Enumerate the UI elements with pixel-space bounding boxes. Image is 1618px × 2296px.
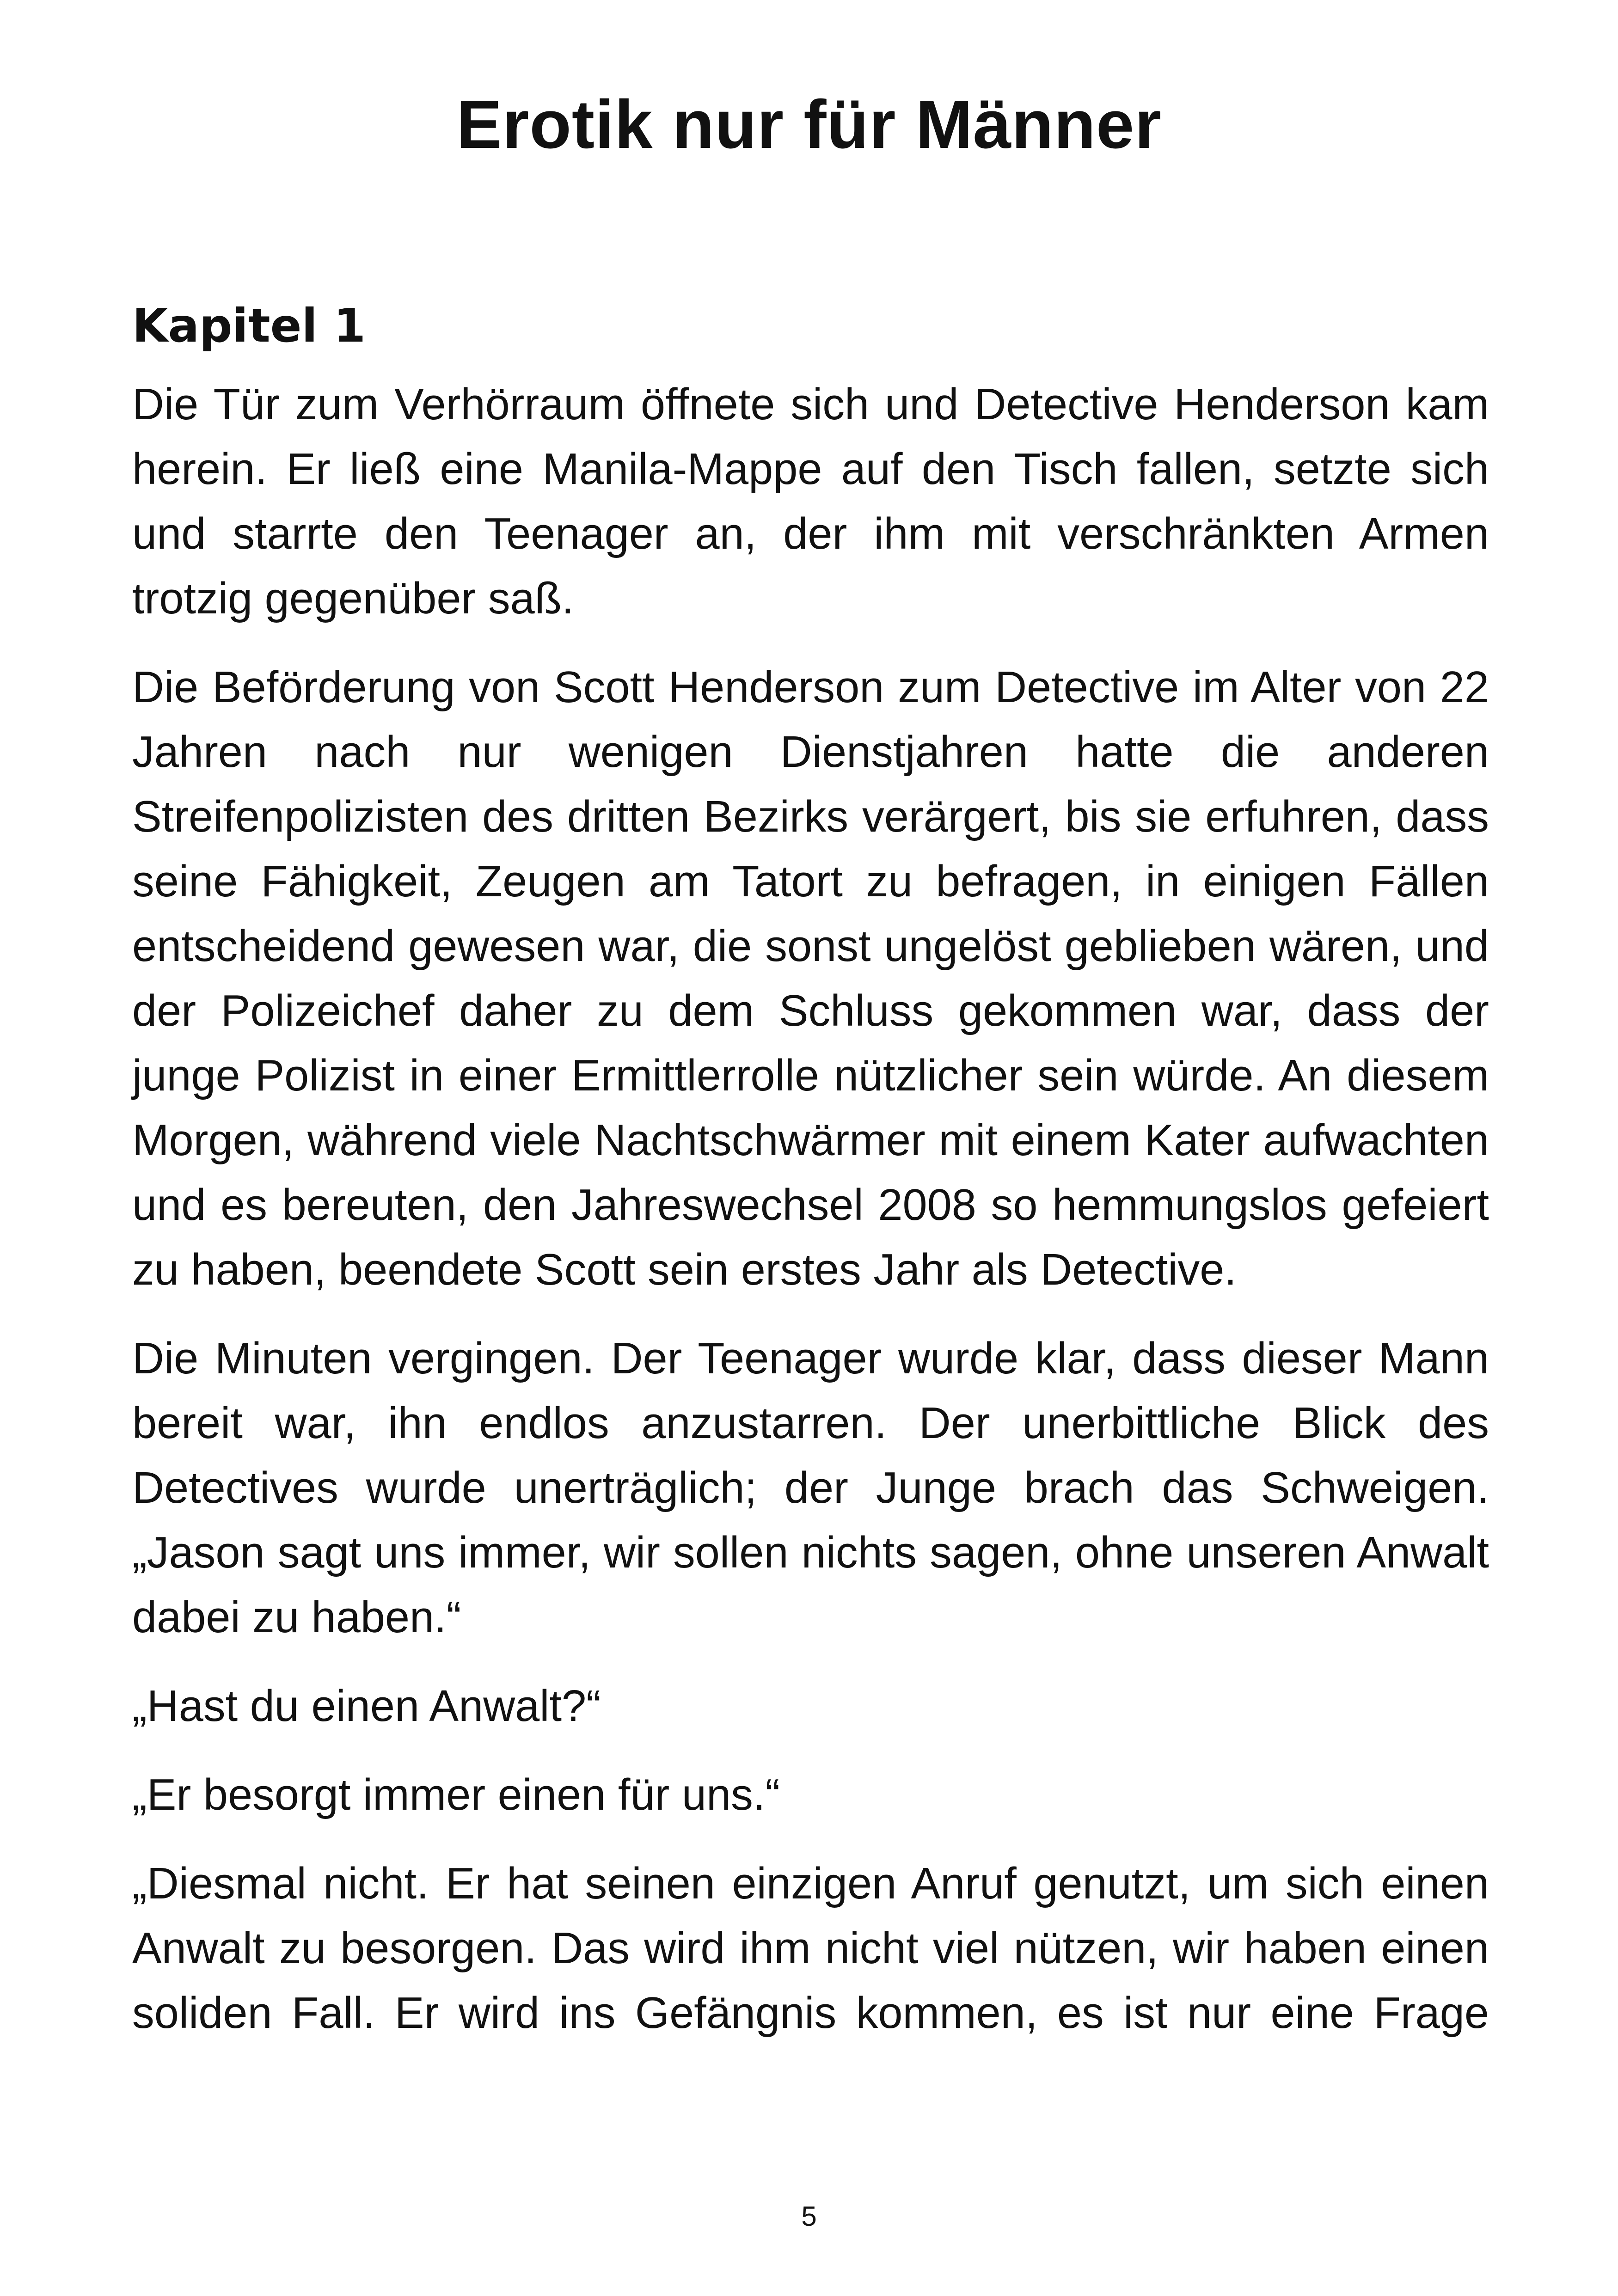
chapter-heading: Kapitel 1 [132, 299, 366, 353]
paragraph: Die Beförderung von Scott Henderson zum Detective im Alter von 22 Jahren nach nur wenigen Dienstjahren hatte die anderen Streifenpolizisten des dritten Bezirks verärgert, bis sie erfuhren, dass seine Fähigkeit, Zeugen am Tatort zu befragen, in einigen Fällen entscheidend gewesen war, die sonst ungelöst geblieben wären, und der Polizeichef daher zu dem Schluss gekommen war, dass der junge Polizist in einer Ermittlerrolle nützlicher sein würde. An diesem Morgen, während viele Nachtschwärmer mit einem Kater aufwachten und es bereuten, den Jahreswechsel 2008 so hemmungslos gefeiert zu haben, beendete Scott sein erstes Jahr als Detective. [132, 663, 1489, 1294]
paragraph: „Diesmal nicht. Er hat seinen einzigen Anruf genutzt, um sich einen Anwalt zu besorgen. Das wird ihm nicht viel nützen, wir haben einen soliden Fall. Er wird ins Gefängnis kommen, es ist nur eine Frage [132, 1859, 1489, 2038]
paragraph: „Er besorgt immer einen für uns.“ [132, 1770, 780, 1819]
paragraph: Die Minuten vergingen. Der Teenager wurde klar, dass dieser Mann bereit war, ihn endlos anzustarren. Der unerbittliche Blick des Detectives wurde unerträglich; der Junge brach das Schweigen. „Jason sagt uns immer, wir sollen nichts sagen, ohne unseren Anwalt dabei zu haben.“ [132, 1334, 1489, 1642]
page-number: 5 [801, 2201, 817, 2232]
paragraph: „Hast du einen Anwalt?“ [132, 1682, 601, 1731]
paragraph: Die Tür zum Verhörraum öffnete sich und Detective Henderson kam herein. Er ließ eine Manila-Mappe auf den Tisch fallen, setzte sich und starrte den Teenager an, der ihm mit verschränkten Armen trotzig gegenüber saß. [132, 380, 1489, 623]
body-text [132, 372, 1489, 2069]
book-title: Erotik nur für Männer [456, 86, 1162, 163]
